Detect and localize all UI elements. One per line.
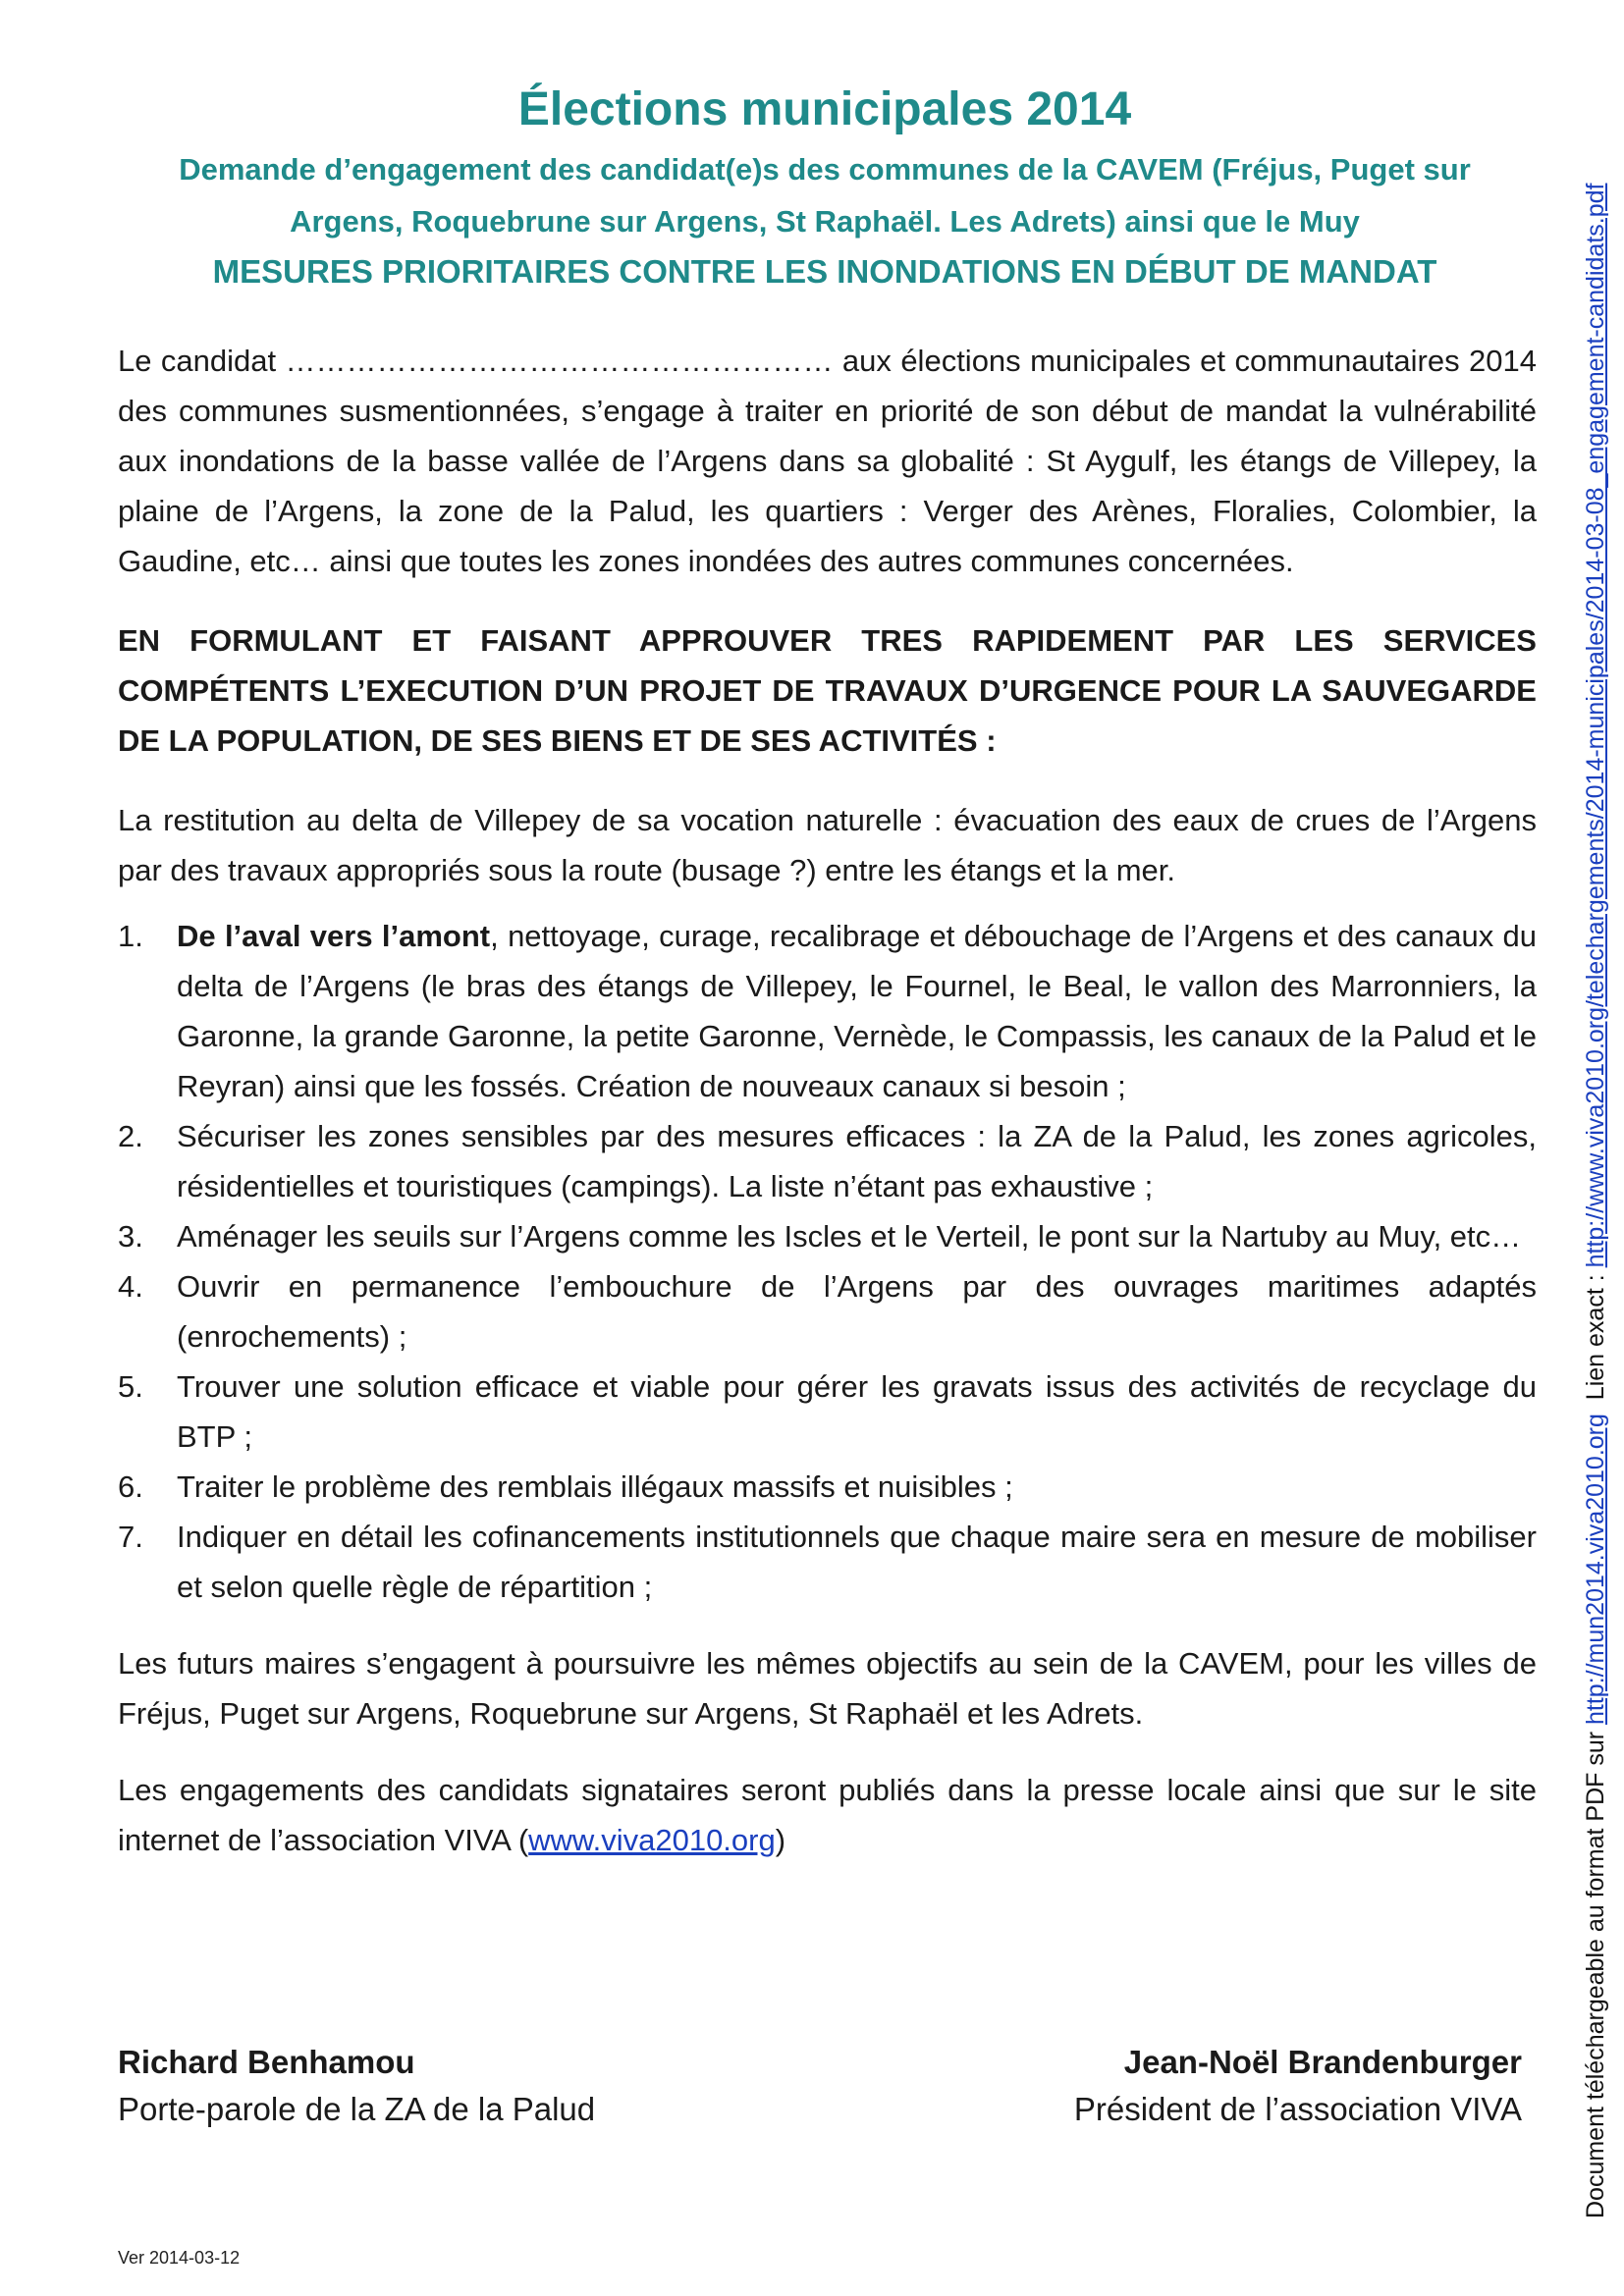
list-item-text: Trouver une solution efficace et viable pour gérer les gravats issus des activités de recyclage du BTP ;: [177, 1369, 1537, 1454]
sidebar-exact-label: Lien exact :: [1582, 1267, 1609, 1415]
restitution-paragraph: La restitution au delta de Villepey de sa vocation naturelle : évacuation des eaux de crues de l’Argens par des travaux appropriés sous la route (busage ?) entre les étangs et la mer.: [118, 803, 1537, 887]
sidebar-prefix: Document téléchargeable au format PDF sur: [1582, 1724, 1609, 2218]
signatory-role: Porte-parole de la ZA de la Palud: [118, 2091, 596, 2127]
subtitle-line-2: Argens, Roquebrune sur Argens, St Raphaël. Les Adrets) ainsi que le Muy: [290, 204, 1360, 239]
list-item: [118, 1111, 1537, 1211]
list-item-text: Ouvrir en permanence l’embouchure de l’Argens par des ouvrages maritimes adaptés (enrochements) ;: [177, 1269, 1537, 1354]
list-number: 4.: [118, 1269, 143, 1304]
document-body: [118, 336, 1537, 1865]
list-item: [118, 911, 1537, 1111]
signature-right: [1074, 2039, 1522, 2133]
signatory-name: Jean-Noël Brandenburger: [1123, 2044, 1522, 2080]
subtitle-line-1: Demande d’engagement des candidat(e)s des communes de la CAVEM (Fréjus, Puget sur: [179, 152, 1471, 187]
priority-heading: MESURES PRIORITAIRES CONTRE LES INONDATIONS EN DÉBUT DE MANDAT: [212, 253, 1437, 290]
list-item: [118, 1462, 1537, 1512]
signature-left: [118, 2039, 595, 2133]
sidebar-exact-link[interactable]: http://www.viva2010.org/telechargements/2014-municipales/2014-03-08_engagement-candidats.pdf: [1582, 183, 1609, 1268]
list-item-text: Aménager les seuils sur l’Argens comme les Iscles et le Verteil, le pont sur la Nartuby au Muy, etc…: [177, 1219, 1522, 1254]
sidebar-site-link[interactable]: http://mun2014.viva2010.org: [1582, 1414, 1609, 1725]
measures-list: [118, 911, 1537, 1612]
document-header: [98, 79, 1551, 296]
list-item-text: Indiquer en détail les cofinancements institutionnels que chaque maire sera en mesure de mobiliser et selon quelle règle de répartition ;: [177, 1520, 1537, 1604]
list-item: [118, 1211, 1537, 1261]
list-item: [118, 1512, 1537, 1612]
list-item-text: , nettoyage, curage, recalibrage et débouchage de l’Argens et des canaux du delta de l’Argens (le bras des étangs de Villepey, le Fournel, le Beal, le vallon des Marronniers, la Garonne, la grande Garonne, la petite Garonne, Vernède, le Compassis, les canaux de la Palud et le Reyran) ainsi que les fossés. Création de nouveaux canaux si besoin ;: [177, 919, 1537, 1103]
download-sidebar-note: [1582, 184, 1610, 2218]
list-item: [118, 1261, 1537, 1362]
version-label: Ver 2014-03-12: [118, 2248, 241, 2268]
list-number: 5.: [118, 1369, 143, 1404]
viva-website-link[interactable]: www.viva2010.org: [528, 1823, 776, 1857]
list-item-text: Traiter le problème des remblais illégaux massifs et nuisibles ;: [177, 1469, 1013, 1504]
publication-closing: ): [775, 1823, 786, 1857]
caps-statement: EN FORMULANT ET FAISANT APPROUVER TRES RAPIDEMENT PAR LES SERVICES COMPÉTENTS L’EXECUTION D’UN PROJET DE TRAVAUX D’URGENCE POUR LA SAUVEGARDE DE LA POPULATION, DE SES BIENS ET DE SES ACTIVITÉS :: [118, 623, 1537, 758]
intro-paragraph: Le candidat ……………………………………………… aux élections municipales et communautaires 2014 des communes susmentionnées, s’engage à traiter en priorité de son début de mandat la vulnérabilité aux inondations de la basse vallée de l’Argens dans sa globalité : St Aygulf, les étangs de Villepey, la plaine de l’Argens, la zone de la Palud, les quartiers : Verger des Arènes, Floralies, Colombier, la Gaudine, etc… ainsi que toutes les zones inondées des autres communes concernées.: [118, 344, 1537, 578]
signatory-name: Richard Benhamou: [118, 2044, 415, 2080]
commitment-paragraph: Les futurs maires s’engagent à poursuivre les mêmes objectifs au sein de la CAVEM, pour les villes de Fréjus, Puget sur Argens, Roquebrune sur Argens, St Raphaël et les Adrets.: [118, 1646, 1537, 1731]
list-item: [118, 1362, 1537, 1462]
list-number: 2.: [118, 1119, 143, 1153]
list-number: 6.: [118, 1469, 143, 1504]
list-number: 1.: [118, 919, 143, 953]
document-title: Élections municipales 2014: [517, 83, 1132, 135]
list-item-lead: De l’aval vers l’amont: [177, 919, 491, 953]
list-number: 7.: [118, 1520, 143, 1554]
publication-paragraph: [118, 1765, 1537, 1865]
list-number: 3.: [118, 1219, 143, 1254]
signatory-role: Président de l’association VIVA: [1073, 2091, 1522, 2127]
publication-text: Les engagements des candidats signataires seront publiés dans la presse locale ainsi que sur le site internet de l’association VIVA (: [118, 1773, 1537, 1857]
list-item-text: Sécuriser les zones sensibles par des mesures efficaces : la ZA de la Palud, les zones agricoles, résidentielles et touristiques (campings). La liste n’étant pas exhaustive ;: [177, 1119, 1537, 1203]
